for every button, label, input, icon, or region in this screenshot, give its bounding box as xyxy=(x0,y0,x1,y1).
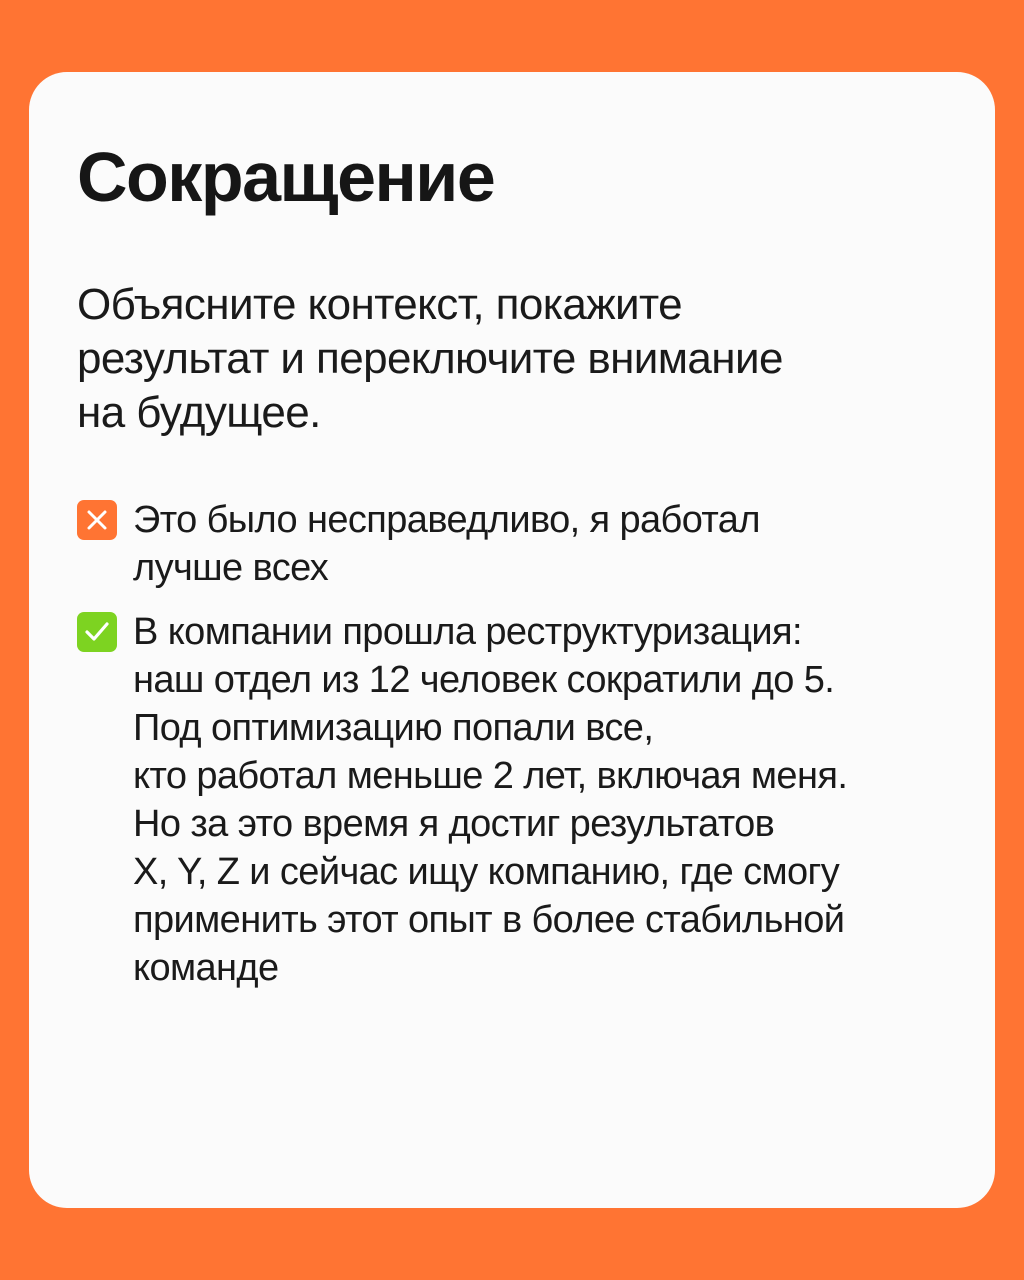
page-title: Сокращение xyxy=(77,138,495,216)
good-example xyxy=(77,608,953,992)
bad-example-text: Это было несправедливо, я работал лучше всех xyxy=(133,499,760,589)
content-card xyxy=(29,72,995,1208)
check-mark-icon xyxy=(77,612,117,652)
subtitle: Объясните контекст, покажите результат и переключите внимание на будущее. xyxy=(77,280,783,437)
bad-example xyxy=(77,496,953,592)
cross-mark-icon xyxy=(77,500,117,540)
good-example-text: В компании прошла реструктуризация: наш отдел из 12 человек сократили до 5. Под оптимизацию попали все, кто работал меньше 2 лет, включая меня. Но за это время я достиг результатов X, Y, Z и сейчас ищу компанию, где смогу применить этот опыт в более стабильной команде xyxy=(133,611,848,989)
